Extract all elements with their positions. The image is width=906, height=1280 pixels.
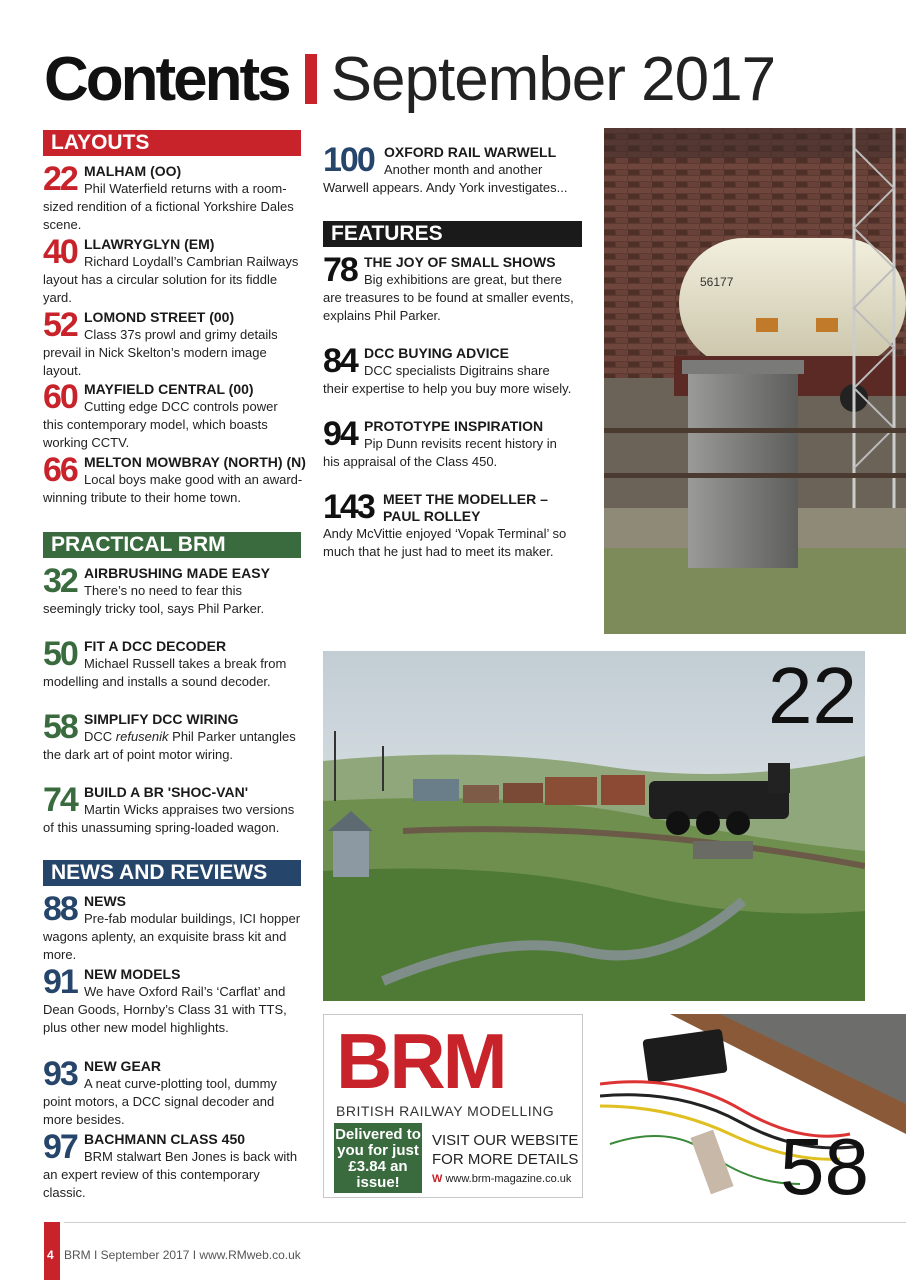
photo-malham-layout [323, 651, 865, 1001]
page-number: 84 [323, 342, 357, 380]
page-number: 91 [43, 963, 77, 1001]
entry-description: Cutting edge DCC controls power this contemporary model, which boasts working CCTV. [43, 399, 278, 450]
entry-description: Big exhibitions are great, but there are treasures to be found at smaller events, explains Phil Parker. [323, 272, 574, 323]
page-number: 74 [43, 781, 77, 819]
toc-entry[interactable] [43, 635, 301, 691]
brm-subtitle: BRITISH RAILWAY MODELLING [336, 1103, 555, 1119]
toc-entry[interactable] [43, 378, 301, 452]
entry-description: BRM stalwart Ben Jones is back with an expert review of this contemporary classic. [43, 1149, 298, 1200]
decoder-scene [600, 1014, 906, 1204]
entry-description: Richard Loydall’s Cambrian Railways layout has a circular solution for its fiddle yard. [43, 254, 299, 305]
photo-tanker-wagon [604, 128, 906, 634]
entry-title: PROTOTYPE INSPIRATION [364, 418, 544, 434]
entry-title: MELTON MOWBRAY (NORTH) (N) [84, 454, 306, 470]
toc-entry[interactable] [43, 963, 301, 1037]
toc-entry[interactable] [323, 488, 573, 561]
page-number: 100 [323, 141, 374, 179]
brm-logo: BRM [336, 1017, 505, 1105]
entry-description: There’s no need to fear this seemingly tricky tool, says Phil Parker. [43, 583, 265, 616]
entry-description: Michael Russell takes a break from modelling and installs a sound decoder. [43, 656, 287, 689]
entry-description: Pre-fab modular buildings, ICI hopper wagons aplenty, an exquisite brass kit and more. [43, 911, 301, 962]
section-layouts: LAYOUTS [43, 130, 301, 156]
toc-entry[interactable] [323, 251, 583, 325]
title-divider [305, 54, 317, 104]
subscription-offer: Delivered to you for just £3.84 an issue! [334, 1123, 422, 1193]
page-number: 22 [43, 160, 77, 198]
entry-description: Martin Wicks appraises two versions of this unassuming spring-loaded wagon. [43, 802, 295, 835]
page-ref-22: 22 [768, 651, 857, 740]
footer-page-number: 4 [47, 1248, 54, 1262]
entry-title: MEET THE MODELLER – [383, 491, 548, 507]
toc-entry[interactable] [43, 708, 301, 764]
toc-entry[interactable] [43, 1055, 301, 1129]
toc-entry[interactable] [43, 160, 301, 234]
page-number: 93 [43, 1055, 77, 1093]
section-practical-brm: PRACTICAL BRM [43, 532, 301, 558]
toc-entry[interactable] [43, 451, 306, 507]
tanker-scene [604, 128, 906, 634]
entry-description: Class 37s prowl and grimy details prevail in Nick Skelton’s modern image layout. [43, 327, 278, 378]
entry-title: FIT A DCC DECODER [84, 638, 227, 654]
entry-title: NEW GEAR [84, 1058, 161, 1074]
visit-website-text: VISIT OUR WEBSITE FOR MORE DETAILS [432, 1132, 579, 1168]
entry-title: BUILD A BR 'SHOC-VAN' [84, 784, 249, 800]
page-number: 60 [43, 378, 77, 416]
page-number: 66 [43, 451, 77, 489]
page-number: 32 [43, 562, 77, 600]
page-number: 52 [43, 306, 77, 344]
entry-description: DCC specialists Digitrains share their expertise to help you buy more wisely. [323, 363, 572, 396]
entry-description: We have Oxford Rail’s ‘Carflat’ and Dean Goods, Hornby’s Class 31 with TTS, plus other new model highlights. [43, 984, 287, 1035]
entry-description: A neat curve-plotting tool, dummy point motors, a DCC signal decoder and more besides. [43, 1076, 277, 1127]
page-number: 40 [43, 233, 77, 271]
toc-entry[interactable] [43, 781, 301, 837]
entry-description: DCC refusenik Phil Parker untangles the dark art of point motor wiring. [43, 729, 296, 762]
page-number: 94 [323, 415, 357, 453]
website-url[interactable]: W www.brm-magazine.co.uk [432, 1173, 572, 1185]
toc-entry[interactable] [323, 342, 573, 398]
issue-date: September 2017 [330, 44, 776, 114]
entry-title-line2: PAUL ROLLEY [383, 508, 481, 524]
entry-description: Local boys make good with an award-winning tribute to their home town. [43, 472, 303, 505]
page-number: 143 [323, 488, 374, 526]
toc-entry[interactable] [43, 233, 301, 307]
entry-title: NEW MODELS [84, 966, 181, 982]
entry-description: Phil Waterfield returns with a room-sized rendition of a fictional Yorkshire Dales scene. [43, 181, 294, 232]
footer-rule [64, 1222, 906, 1223]
entry-description: Andy McVittie enjoyed ‘Vopak Terminal’ so much that he just had to meet its maker. [323, 526, 567, 559]
page-number: 97 [43, 1128, 77, 1166]
toc-entry[interactable] [43, 562, 301, 618]
toc-entry[interactable] [43, 890, 301, 964]
page-header [44, 44, 775, 114]
brm-subscription-ad[interactable] [323, 1014, 583, 1198]
photo-dcc-decoder [600, 1014, 906, 1204]
entry-title: DCC BUYING ADVICE [364, 345, 509, 361]
entry-title: MAYFIELD CENTRAL (00) [84, 381, 254, 397]
entry-title: BACHMANN CLASS 450 [84, 1131, 246, 1147]
entry-title: LLAWRYGLYN (EM) [84, 236, 215, 252]
entry-description: Pip Dunn revisits recent history in his appraisal of the Class 450. [323, 436, 557, 469]
entry-title: THE JOY OF SMALL SHOWS [364, 254, 556, 270]
entry-description: Another month and another Warwell appears. Andy York investigates... [323, 162, 568, 195]
page-number: 78 [323, 251, 357, 289]
toc-entry[interactable] [323, 141, 581, 197]
footer-text: BRM I September 2017 I www.RMweb.co.uk [64, 1248, 301, 1262]
malham-scene [323, 651, 865, 1001]
page-ref-58: 58 [780, 1122, 869, 1204]
page-number: 50 [43, 635, 77, 673]
contents-title: Contents [44, 44, 289, 114]
section-news-and-reviews: NEWS AND REVIEWS [43, 860, 301, 886]
tanker-number: 56177 [700, 275, 734, 289]
toc-entry[interactable] [43, 1128, 301, 1202]
section-features: FEATURES [323, 221, 582, 247]
entry-title: SIMPLIFY DCC WIRING [84, 711, 239, 727]
entry-title: LOMOND STREET (00) [84, 309, 235, 325]
toc-entry[interactable] [43, 306, 301, 380]
entry-title: OXFORD RAIL WARWELL [384, 144, 557, 160]
page-number: 58 [43, 708, 77, 746]
entry-title: NEWS [84, 893, 126, 909]
toc-entry[interactable] [323, 415, 573, 471]
entry-title: AIRBRUSHING MADE EASY [84, 565, 270, 581]
page-number: 88 [43, 890, 77, 928]
entry-title: MALHAM (OO) [84, 163, 182, 179]
